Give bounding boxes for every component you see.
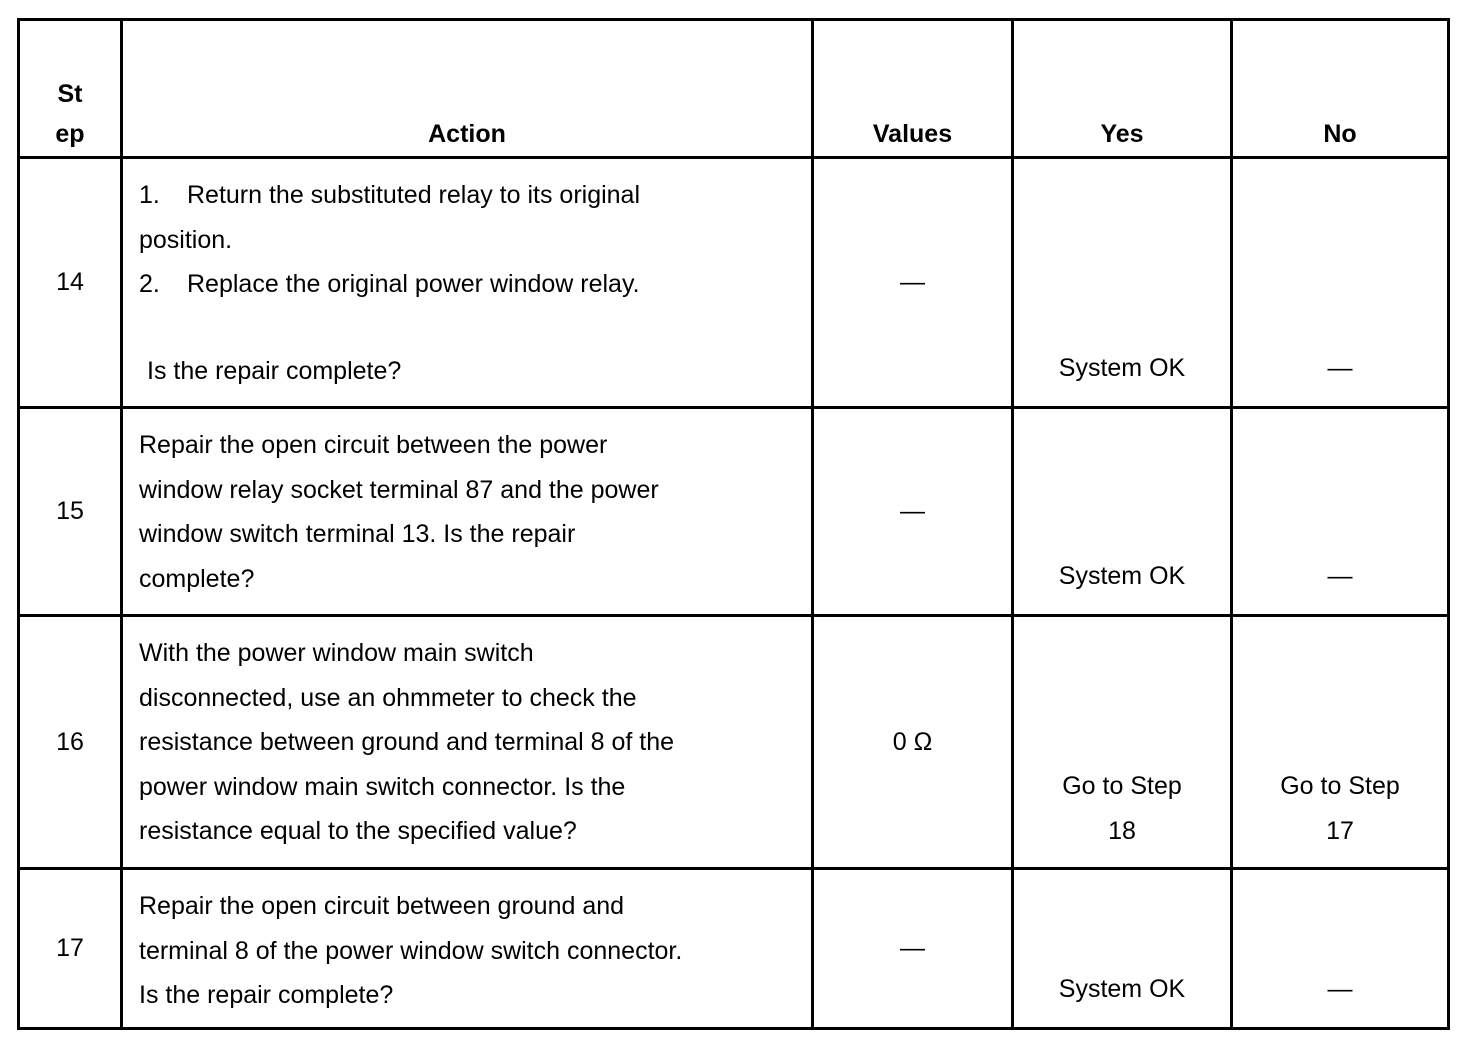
- no-text: —: [1327, 561, 1353, 590]
- action-line: resistance between ground and terminal 8 of the: [139, 728, 675, 756]
- action-line: window switch terminal 13. Is the repair: [139, 520, 576, 548]
- yes-14: [1014, 159, 1233, 409]
- step-15: [20, 409, 123, 617]
- no-step-number: 17: [1326, 816, 1354, 845]
- action-line: Repair the open circuit between the power: [139, 431, 608, 459]
- no-17: [1233, 870, 1447, 1027]
- no-16: [1233, 617, 1447, 870]
- yes-text: System OK: [1058, 974, 1186, 1003]
- diagnostic-table: [17, 18, 1450, 1030]
- action-line: Is the repair complete?: [139, 981, 394, 1009]
- values-17: [814, 870, 1014, 1027]
- no-15: [1233, 409, 1447, 617]
- value-text: —: [900, 268, 925, 297]
- yes-17: [1014, 870, 1233, 1027]
- header-step-line2: ep: [55, 120, 85, 148]
- action-line: resistance equal to the specified value?: [139, 817, 577, 845]
- action-line: complete?: [139, 564, 255, 593]
- yes-step-number: 18: [1108, 816, 1136, 845]
- value-text: —: [900, 934, 925, 963]
- header-no: [1233, 21, 1447, 159]
- list-item: [139, 173, 801, 218]
- action-15: [123, 409, 814, 617]
- header-action: [123, 21, 814, 159]
- header-step: [20, 21, 123, 159]
- action-line: disconnected, use an ohmmeter to check the: [139, 683, 637, 712]
- action-17: [123, 870, 814, 1027]
- action-line: Repair the open circuit between ground and: [139, 892, 625, 920]
- list-number: 1.: [139, 181, 160, 209]
- yes-text: Go to Step: [1062, 772, 1182, 800]
- action-line: terminal 8 of the power window switch connector.: [139, 936, 683, 965]
- no-text: Go to Step: [1280, 772, 1400, 800]
- header-step-line1: St: [57, 80, 83, 108]
- yes-15: [1014, 409, 1233, 617]
- no-14: [1233, 159, 1447, 409]
- values-15: [814, 409, 1014, 617]
- step-number: 14: [56, 268, 84, 297]
- action-16: [123, 617, 814, 870]
- values-16: [814, 617, 1014, 870]
- list-text: position.: [139, 225, 233, 254]
- step-16: [20, 617, 123, 870]
- step-14: [20, 159, 123, 409]
- values-14: [814, 159, 1014, 409]
- step-number: 16: [56, 727, 84, 756]
- action-line: power window main switch connector. Is the: [139, 772, 626, 801]
- header-yes-label: Yes: [1100, 120, 1144, 148]
- list-item: [139, 262, 801, 307]
- list-item: [139, 218, 801, 263]
- action-list: [139, 173, 801, 307]
- step-number: 17: [56, 934, 84, 963]
- step-number: 15: [56, 497, 84, 526]
- header-values-label: Values: [872, 120, 953, 148]
- no-text: —: [1327, 974, 1353, 1003]
- value-text: 0 Ω: [892, 727, 933, 756]
- header-action-label: Action: [428, 120, 506, 148]
- header-values: [814, 21, 1014, 159]
- value-text: —: [900, 497, 925, 526]
- list-text: Return the substituted relay to its original: [187, 181, 641, 209]
- step-17: [20, 870, 123, 1027]
- yes-16: [1014, 617, 1233, 870]
- action-line: window relay socket terminal 87 and the power: [139, 475, 659, 504]
- list-text: Replace the original power window relay.: [187, 270, 640, 298]
- list-number: 2.: [139, 270, 160, 298]
- header-yes: [1014, 21, 1233, 159]
- yes-text: System OK: [1058, 353, 1186, 382]
- no-text: —: [1327, 353, 1353, 382]
- question-text: Is the repair complete?: [147, 356, 402, 385]
- header-no-label: No: [1323, 120, 1357, 148]
- action-14: [123, 159, 814, 409]
- yes-text: System OK: [1058, 561, 1186, 590]
- action-line: With the power window main switch: [139, 639, 534, 667]
